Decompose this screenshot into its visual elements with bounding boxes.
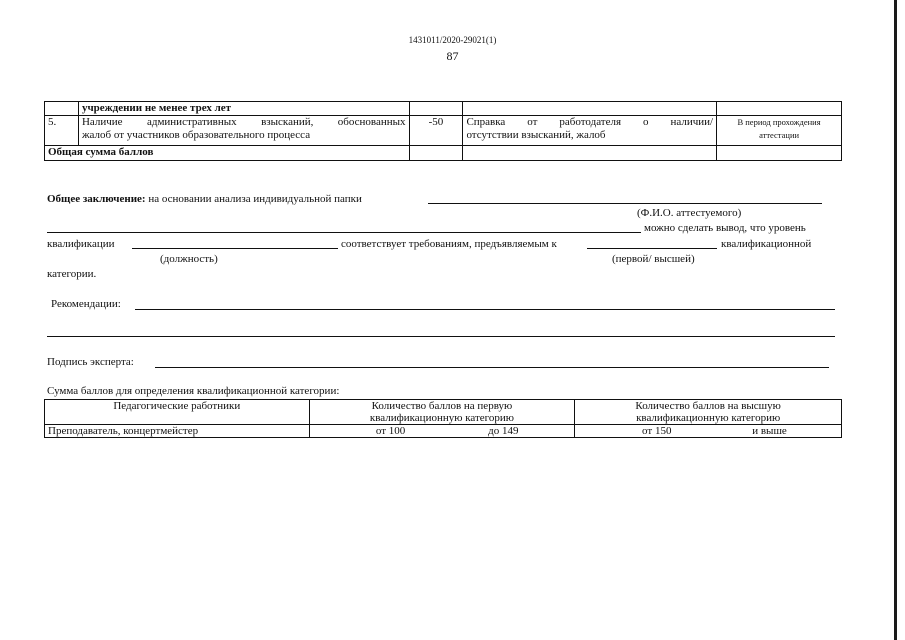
position-blank <box>132 248 338 249</box>
conclusion-blank-line <box>47 232 641 233</box>
conclusion-text-1: на основании анализа индивидуальной папки <box>148 193 362 205</box>
table-row <box>45 146 842 161</box>
conclusion-text-5: категории. <box>47 268 97 280</box>
criteria-prev-row-text: учреждении не менее трех лет <box>81 102 232 114</box>
criteria-period: В период прохождения аттестации <box>717 116 842 146</box>
conclusion-text-4: квалификационной <box>721 238 812 250</box>
category-caption: (первой/ высшей) <box>612 253 695 265</box>
conclusion-line-1 <box>47 193 362 206</box>
criteria-score: -50 <box>409 116 463 146</box>
conclusion-label: Общее заключение: <box>47 193 146 205</box>
sum-table-caption: Сумма баллов для определения квалификационной категории: <box>47 385 340 397</box>
table-row <box>45 425 842 438</box>
conclusion-text-2: можно сделать вывод, что уровень <box>644 222 806 234</box>
signature-label: Подпись эксперта: <box>47 356 134 368</box>
recommendations-line-2 <box>47 336 835 337</box>
total-label: Общая сумма баллов <box>48 146 154 158</box>
table-row <box>45 400 842 425</box>
document-id: 1431011/2020-29021(1) <box>408 35 497 45</box>
category-blank <box>587 248 717 249</box>
page-edge-line <box>894 0 897 640</box>
criteria-table <box>44 101 842 161</box>
highest-category-range: от 150 и выше <box>575 425 842 438</box>
recommendations-line-1 <box>135 309 835 310</box>
fio-blank <box>428 203 822 204</box>
position-caption: (должность) <box>160 253 218 265</box>
criteria-document: Справка от работодателя о наличии/ отсутствии взысканий, жалоб <box>463 116 717 146</box>
header-workers: Педагогические работники <box>45 400 310 425</box>
page-number: 87 <box>446 49 459 63</box>
recommendations-label: Рекомендации: <box>51 298 121 310</box>
first-category-range: от 100 до 149 <box>309 425 575 438</box>
sum-table <box>44 399 842 438</box>
fio-caption: (Ф.И.О. аттестуемого) <box>637 207 742 219</box>
table-row <box>45 116 842 146</box>
worker-type: Преподаватель, концертмейстер <box>45 425 310 438</box>
table-row <box>45 102 842 116</box>
criteria-description: Наличие административных взысканий, обоснованных жалоб от участников образовательного процесса <box>78 116 409 146</box>
header-first-category: Количество баллов на первую квалификационную категорию <box>309 400 575 425</box>
signature-line <box>155 367 829 368</box>
conclusion-text-3: соответствует требованиям, предъявляемым к <box>341 238 557 250</box>
header-highest-category: Количество баллов на высшую квалификационную категорию <box>575 400 842 425</box>
qualification-word: квалификации <box>47 238 115 250</box>
row-number: 5. <box>45 116 79 146</box>
